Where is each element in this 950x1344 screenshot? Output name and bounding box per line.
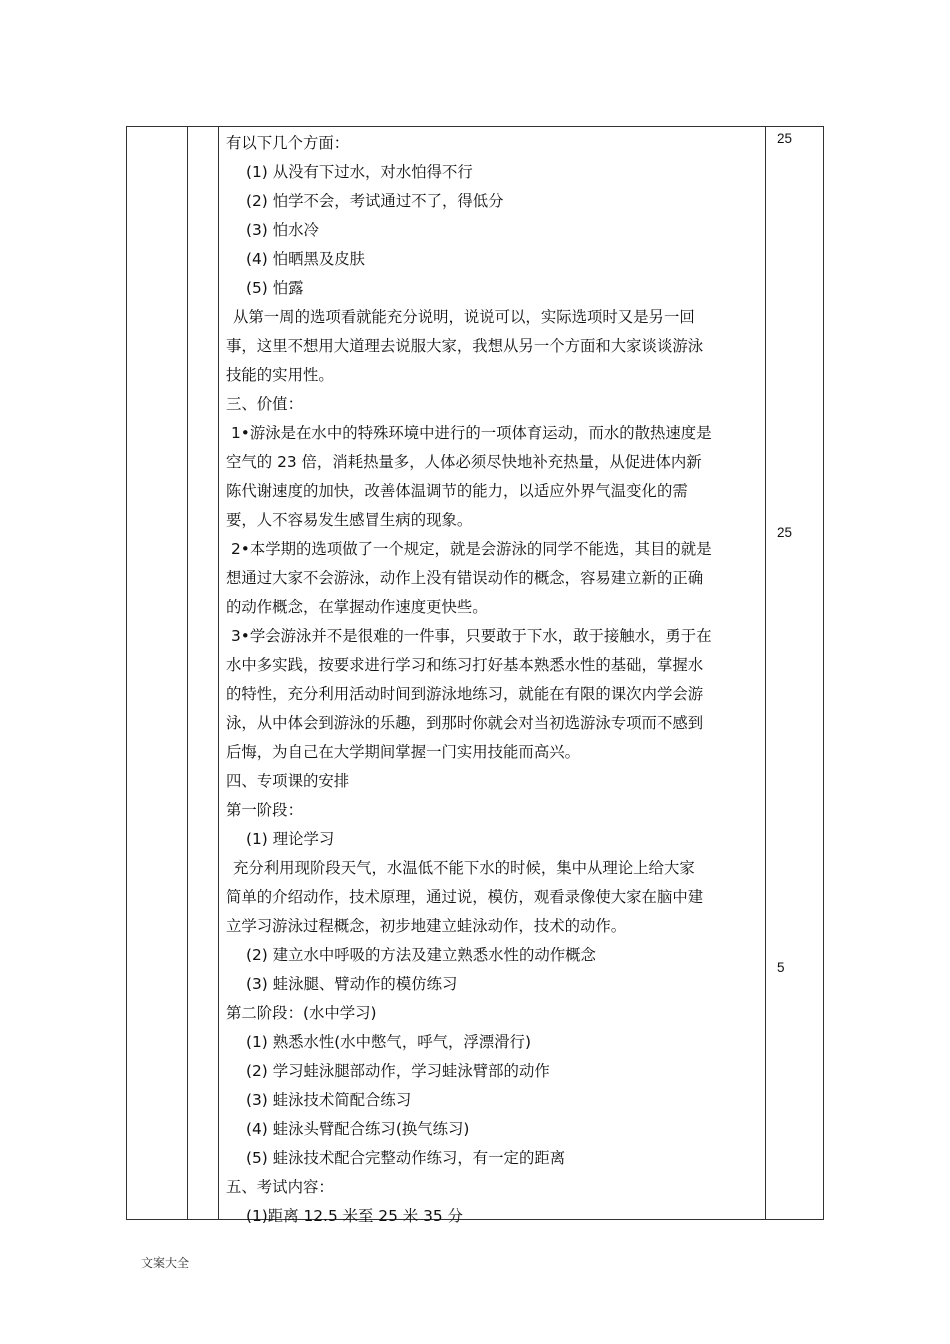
content-line: 有以下几个方面： xyxy=(226,134,350,152)
content-line: (4) 怕晒黑及皮肤 xyxy=(246,250,366,268)
content-line: 简单的介绍动作，技术原理，通过说，模仿，观看录像使大家在脑中建 xyxy=(226,888,704,906)
content-line: 五、考试内容： xyxy=(226,1178,334,1196)
content-line: 想通过大家不会游泳，动作上没有错误动作的概念，容易建立新的正确 xyxy=(226,569,704,587)
content-line: 充分利用现阶段天气，水温低不能下水的时候，集中从理论上给大家 xyxy=(233,859,695,877)
content-line: 事，这里不想用大道理去说服大家，我想从另一个方面和大家谈谈游泳 xyxy=(226,337,704,355)
content-line: 技能的实用性。 xyxy=(226,366,334,384)
footer-text: 文案大全 xyxy=(141,1256,190,1270)
content-line: (1) 熟悉水性(水中憋气，呼气，浮漂滑行) xyxy=(246,1033,531,1051)
content-line: 要，人不容易发生感冒生病的现象。 xyxy=(226,511,473,529)
content-line: 后悔，为自己在大学期间掌握一门实用技能而高兴。 xyxy=(226,743,580,761)
column-divider-3 xyxy=(765,127,766,1219)
content-line: 的特性，充分利用活动时间到游泳地练习，就能在有限的课次内学会游 xyxy=(226,685,704,703)
content-line: (2) 怕学不会，考试通过不了，得低分 xyxy=(246,192,504,210)
time-value: 25 xyxy=(777,131,793,146)
content-line: 第二阶段：(水中学习) xyxy=(226,1004,377,1022)
content-line: 1•游泳是在水中的特殊环境中进行的一项体育运动，而水的散热速度是 xyxy=(231,424,712,442)
lesson-content xyxy=(226,129,762,1231)
content-line: 陈代谢速度的加快，改善体温调节的能力，以适应外界气温变化的需 xyxy=(226,482,688,500)
time-value: 25 xyxy=(777,525,793,541)
content-line: 泳，从中体会到游泳的乐趣，到那时你就会对当初选游泳专项而不感到 xyxy=(226,714,704,732)
content-line: 四、专项课的安排 xyxy=(226,772,350,790)
column-divider-1 xyxy=(187,127,188,1219)
time-value: 5 xyxy=(777,960,785,976)
content-line: (3) 蛙泳技术简配合练习 xyxy=(246,1091,412,1109)
content-line: (1) 从没有下过水，对水怕得不行 xyxy=(246,163,473,181)
content-line: 第一阶段： xyxy=(226,801,303,819)
content-line: (1)距离 12.5 米至 25 米 35 分 xyxy=(246,1207,463,1225)
lesson-plan-table xyxy=(126,126,824,1225)
content-line: 水中多实践，按要求进行学习和练习打好基本熟悉水性的基础，掌握水 xyxy=(226,656,704,674)
content-line: (4) 蛙泳头臂配合练习(换气练习) xyxy=(246,1120,470,1138)
content-line: 的动作概念，在掌握动作速度更快些。 xyxy=(226,598,488,616)
content-line: 3•学会游泳并不是很难的一件事，只要敢于下水，敢于接触水，勇于在 xyxy=(231,627,712,645)
content-line: 三、价值： xyxy=(226,395,303,413)
content-line: 立学习游泳过程概念，初步地建立蛙泳动作，技术的动作。 xyxy=(226,917,627,935)
content-line: (2) 学习蛙泳腿部动作，学习蛙泳臂部的动作 xyxy=(246,1062,550,1080)
content-line: 从第一周的选项看就能充分说明，说说可以，实际选项时又是另一回 xyxy=(233,308,695,326)
content-line: (1) 理论学习 xyxy=(246,830,335,848)
content-line: (2) 建立水中呼吸的方法及建立熟悉水性的动作概念 xyxy=(246,946,596,964)
content-line: (3) 怕水冷 xyxy=(246,221,319,239)
content-line: 空气的 23 倍，消耗热量多，人体必须尽快地补充热量，从促进体内新 xyxy=(226,453,702,471)
column-divider-2 xyxy=(218,127,219,1219)
content-line: (5) 怕露 xyxy=(246,279,304,297)
content-line: 2•本学期的选项做了一个规定，就是会游泳的同学不能选，其目的就是 xyxy=(231,540,712,558)
content-line: (5) 蛙泳技术配合完整动作练习，有一定的距离 xyxy=(246,1149,566,1167)
content-line: (3) 蛙泳腿、臂动作的模仿练习 xyxy=(246,975,458,993)
